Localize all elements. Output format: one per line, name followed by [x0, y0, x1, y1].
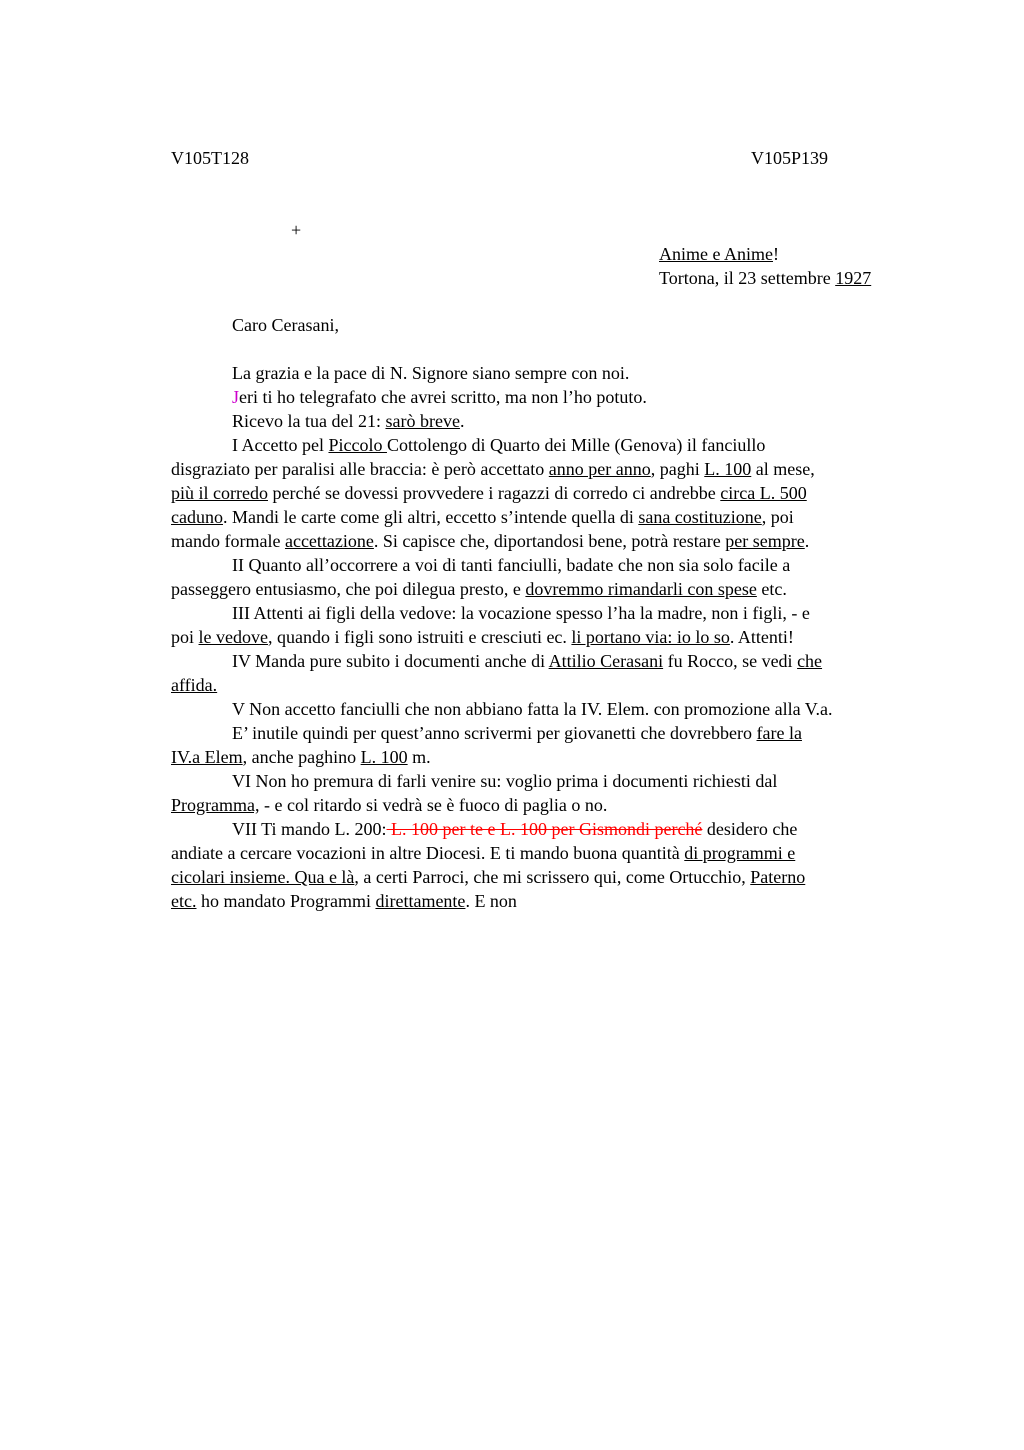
text: Cottolengo di Quarto dei Mille (Genova) il fanciullo [386, 435, 766, 455]
underlined-text: anno per anno [548, 459, 651, 479]
underlined-text: sana costituzione [638, 507, 762, 527]
underlined-text: etc. [171, 891, 197, 911]
text: etc. [756, 579, 787, 599]
underlined-text: circa L. 500 [720, 483, 807, 503]
underlined-text: li portano via: io lo so [571, 627, 730, 647]
text: fu Rocco, se vedi [663, 651, 798, 671]
place-date [659, 266, 871, 290]
body-line [171, 481, 941, 505]
motto [659, 242, 779, 266]
text: . Si capisce che, diportandosi bene, potrà restare [373, 531, 726, 551]
text: IV Manda pure subito i documenti anche di [232, 651, 549, 671]
document-reference-left: V105T128 [171, 148, 249, 168]
underlined-text: IV.a Elem [171, 747, 243, 767]
document-reference-right: V105P139 [751, 148, 829, 168]
body-line [171, 433, 941, 457]
underlined-text: fare la [756, 723, 802, 743]
body-line [171, 601, 941, 625]
struck-through-text: L. 100 per te e L. 100 per Gismondi perché [386, 819, 703, 839]
text: V Non accetto fanciulli che non abbiano fatta la IV. Elem. con promozione alla V.a. [232, 699, 833, 719]
text: mando formale [171, 531, 285, 551]
underlined-text: affida. [171, 675, 218, 695]
body-line [171, 745, 941, 769]
body-line [171, 385, 941, 409]
body-line [171, 649, 941, 673]
text: I Accetto pel [232, 435, 329, 455]
place-date-text: Tortona, il 23 settembre [659, 268, 836, 288]
motto-underlined: Anime e Anime [659, 244, 773, 264]
highlighted-letter: J [232, 387, 240, 407]
text: poi [171, 627, 199, 647]
body-line [171, 505, 941, 529]
text: . [804, 531, 810, 551]
text: . [459, 411, 465, 431]
salutation: Caro Cerasani, [232, 315, 339, 335]
underlined-text: Attilio Cerasani [548, 651, 664, 671]
body-line [171, 721, 941, 745]
body-line [171, 769, 941, 793]
text: passeggero entusiasmo, che poi dilegua presto, e [171, 579, 526, 599]
body-line [171, 817, 941, 841]
text: . Attenti! [729, 627, 794, 647]
underlined-text: le vedove [198, 627, 268, 647]
underlined-text: di programmi e [684, 843, 796, 863]
underlined-text: dovremmo rimandarli con spese [525, 579, 757, 599]
body-line [171, 865, 941, 889]
text: VII Ti mando L. 200: [232, 819, 387, 839]
text: eri ti ho telegrafato che avrei scritto, ma non l’ho potuto. [239, 387, 647, 407]
text: , paghi [650, 459, 705, 479]
text: . E non [465, 891, 517, 911]
body-line [171, 673, 941, 697]
underlined-text: che [797, 651, 823, 671]
text: desidero che [702, 819, 798, 839]
text: , poi [761, 507, 794, 527]
underlined-text: cicolari insieme. Qua e là [171, 867, 355, 887]
cross-symbol: + [291, 220, 302, 240]
body-line [171, 697, 941, 721]
underlined-text: Piccolo [328, 435, 387, 455]
letter-body [171, 361, 941, 913]
text: , anche paghino [242, 747, 361, 767]
text: disgraziato per paralisi alle braccia: è però accettato [171, 459, 549, 479]
text: E’ inutile quindi per quest’anno scrivermi per giovanetti che dovrebbero [232, 723, 757, 743]
text: ho mandato Programmi [196, 891, 376, 911]
year: 1927 [835, 268, 872, 288]
body-line [171, 889, 941, 913]
text: VI Non ho premura di farli venire su: voglio prima i documenti richiesti dal [232, 771, 778, 791]
underlined-text: Paterno [750, 867, 806, 887]
underlined-text: direttamente [375, 891, 466, 911]
underlined-text: L. 100 [704, 459, 752, 479]
text: , a certi Parroci, che mi scrissero qui, come Ortucchio, [354, 867, 751, 887]
body-line [171, 529, 941, 553]
underlined-text: caduno [171, 507, 223, 527]
underlined-text: Programma, [171, 795, 260, 815]
body-line [171, 553, 941, 577]
text: al mese, [751, 459, 815, 479]
body-line [171, 577, 941, 601]
underlined-text: sarò breve [385, 411, 460, 431]
text: andiate a cercare vocazioni in altre Diocesi. E ti mando buona quantità [171, 843, 685, 863]
text: perché se dovessi provvedere i ragazzi di corredo ci andrebbe [267, 483, 721, 503]
text: II Quanto all’occorrere a voi di tanti fanciulli, badate che non sia solo facile a [232, 555, 791, 575]
text: . Mandi le carte come gli altri, eccetto s’intende quella di [222, 507, 639, 527]
underlined-text: accettazione [284, 531, 374, 551]
body-line [171, 625, 941, 649]
text: , quando i figli sono istruiti e cresciuti ec. [267, 627, 572, 647]
text: Ricevo la tua del 21: [232, 411, 386, 431]
body-line [171, 841, 941, 865]
text: III Attenti ai figli della vedove: la vocazione spesso l’ha la madre, non i figli, - e [232, 603, 810, 623]
text: La grazia e la pace di N. Signore siano sempre con noi. [232, 363, 630, 383]
body-line [171, 793, 941, 817]
underlined-text: più il corredo [171, 483, 268, 503]
text: - e col ritardo si vedrà se è fuoco di paglia o no. [259, 795, 608, 815]
text: m. [407, 747, 431, 767]
motto-exclamation: ! [772, 244, 779, 264]
body-line [171, 361, 941, 385]
underlined-text: per sempre [725, 531, 805, 551]
body-line [171, 409, 941, 433]
body-line [171, 457, 941, 481]
underlined-text: L. 100 [360, 747, 408, 767]
